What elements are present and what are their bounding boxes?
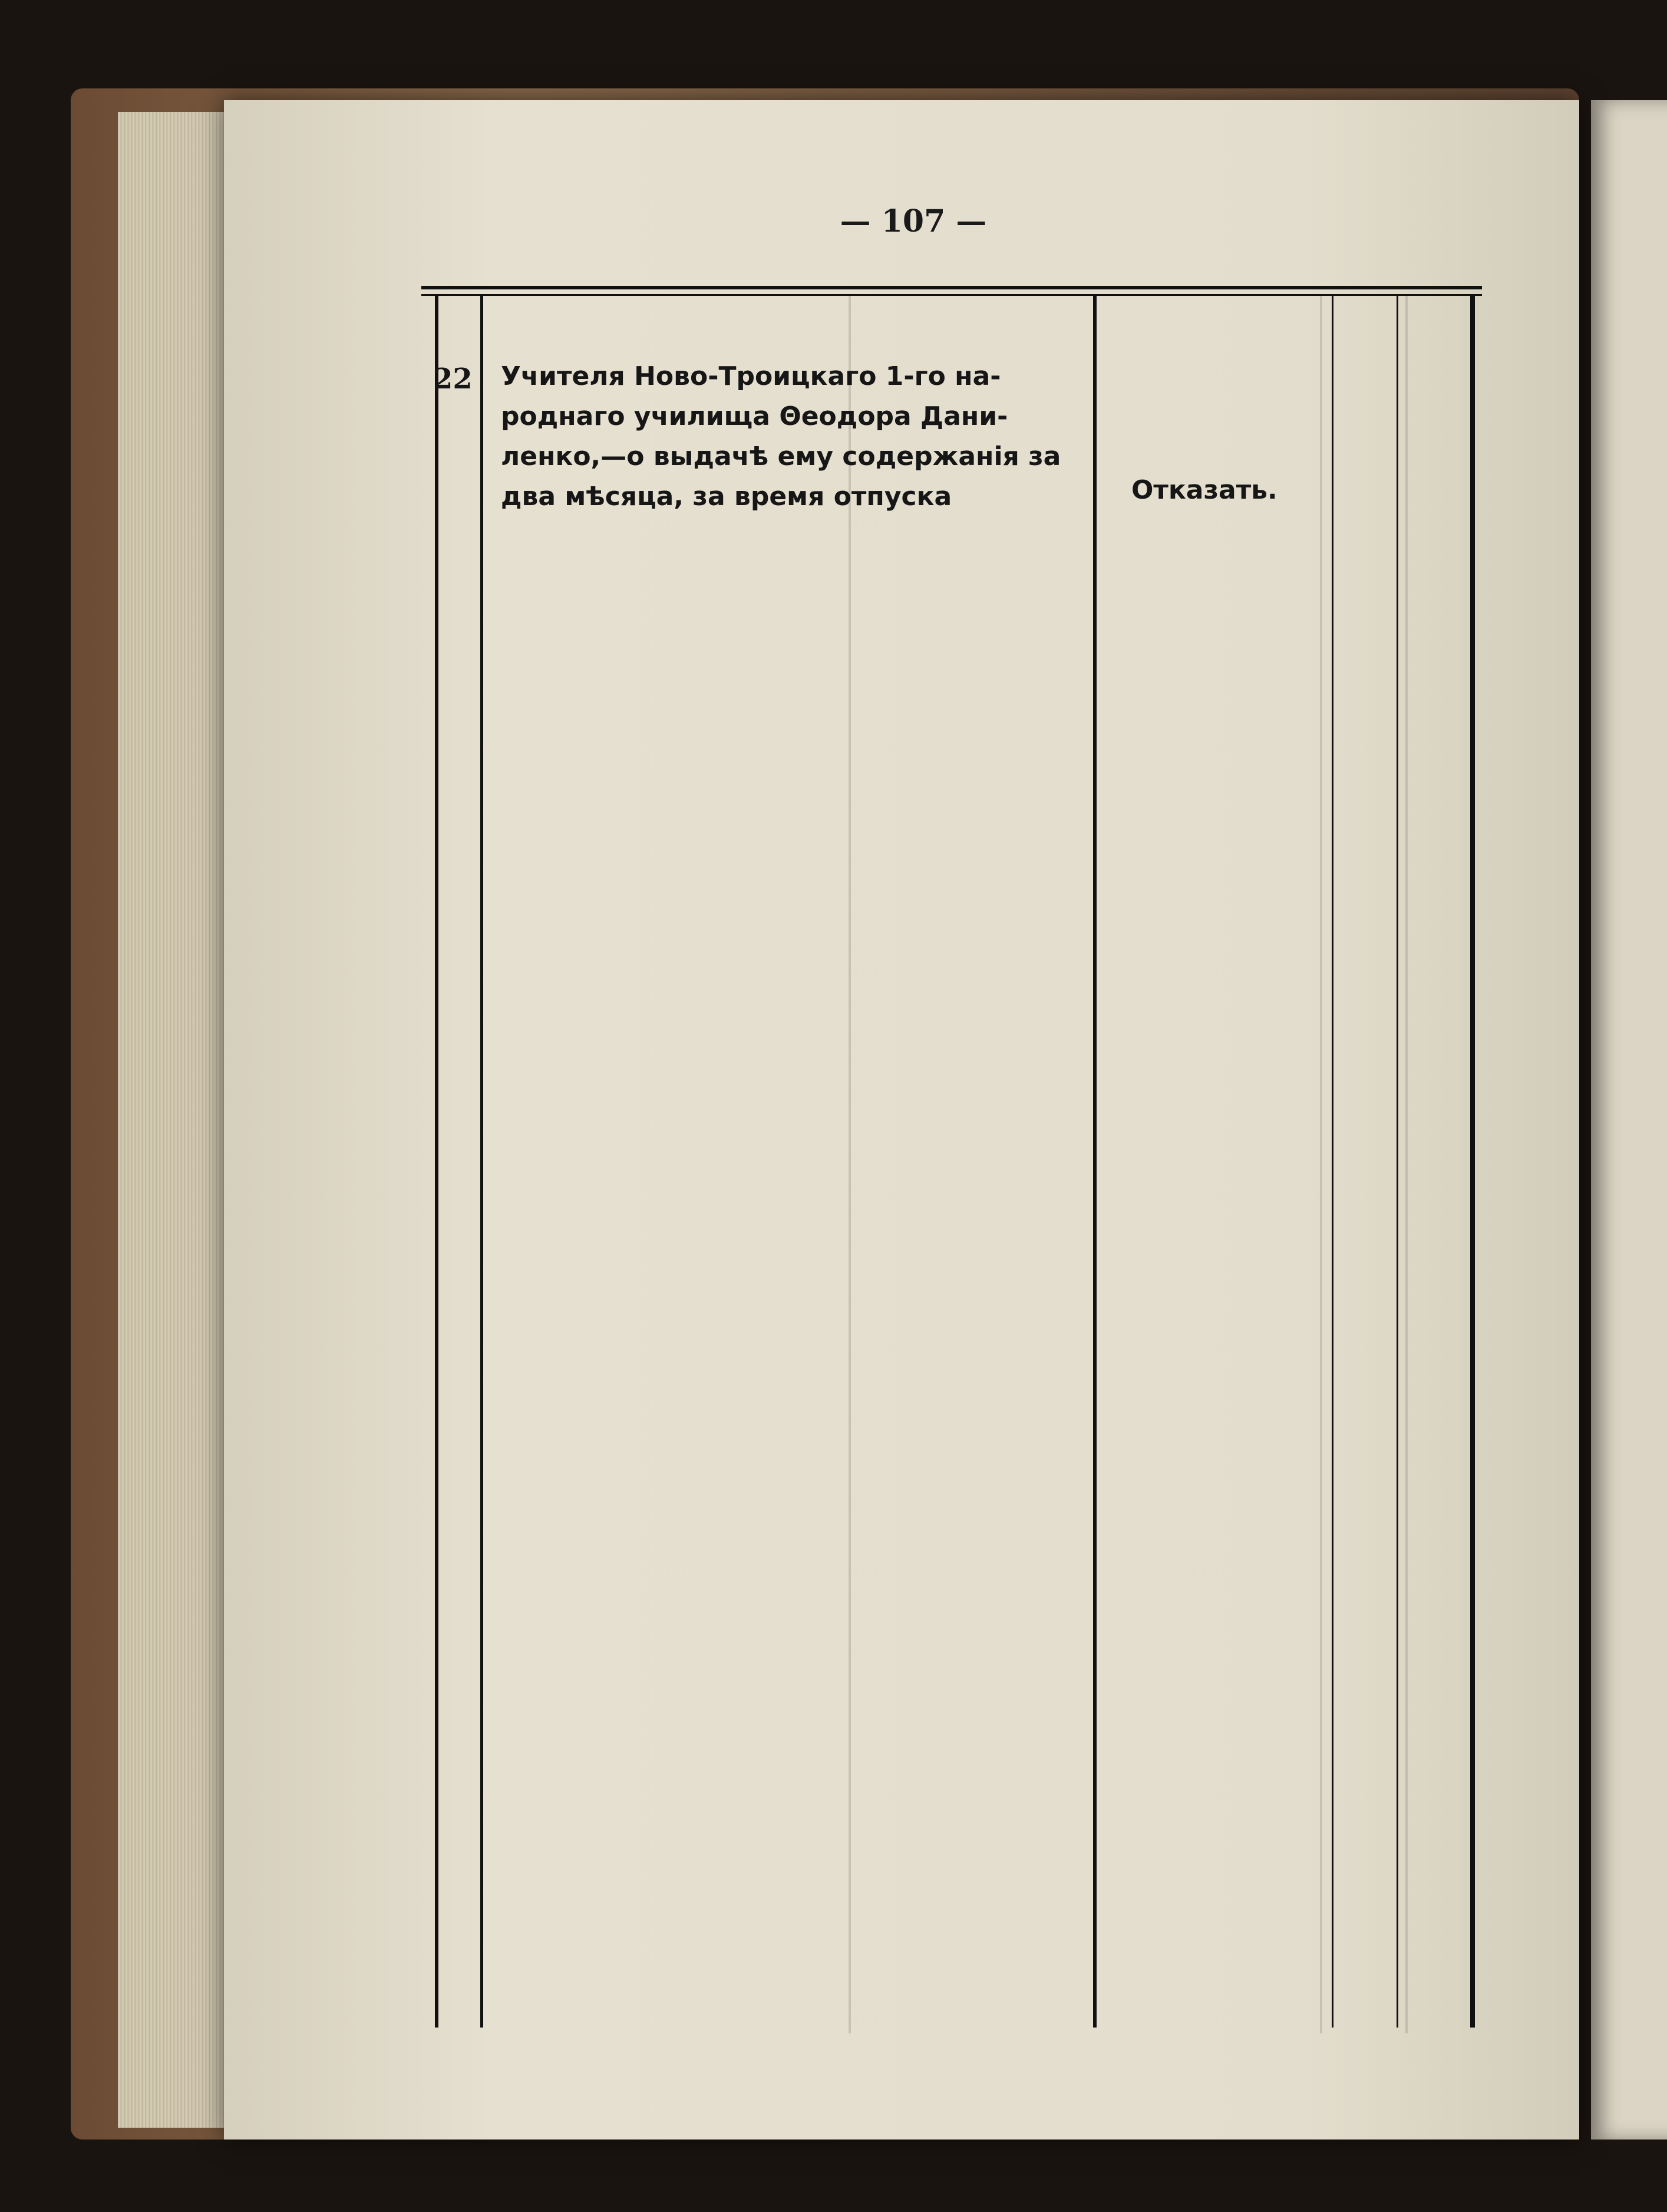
bleed-through-rule bbox=[849, 295, 851, 2033]
table-top-rule bbox=[421, 286, 1482, 289]
table-top-rule-thin bbox=[421, 294, 1482, 296]
entry-decision: Отказать. bbox=[1131, 475, 1278, 505]
entry-text-line: два мѣсяца, за время отпуска bbox=[501, 482, 952, 512]
bleed-through-rule bbox=[1405, 295, 1408, 2033]
column-rule bbox=[435, 295, 438, 2028]
column-rule-thin bbox=[1397, 295, 1398, 2028]
column-rule bbox=[480, 295, 483, 2028]
column-rule bbox=[1470, 295, 1475, 2028]
entry-text-line: Учителя Ново-Троицкаго 1-го на- bbox=[501, 361, 1001, 391]
entry-number: 22 bbox=[433, 362, 473, 395]
bleed-through-rule bbox=[1320, 295, 1322, 2033]
entry-text-line: ленко,—о выдачѣ ему содержанія за bbox=[501, 441, 1061, 472]
entry-text bbox=[501, 357, 1067, 517]
column-rule-thin bbox=[1332, 295, 1333, 2028]
column-rule bbox=[1093, 295, 1097, 2028]
page-number: — 107 — bbox=[840, 203, 987, 239]
facing-page-edge bbox=[1591, 100, 1667, 2140]
entry-text-line: роднаго училища Θеодора Дани- bbox=[501, 401, 1008, 431]
